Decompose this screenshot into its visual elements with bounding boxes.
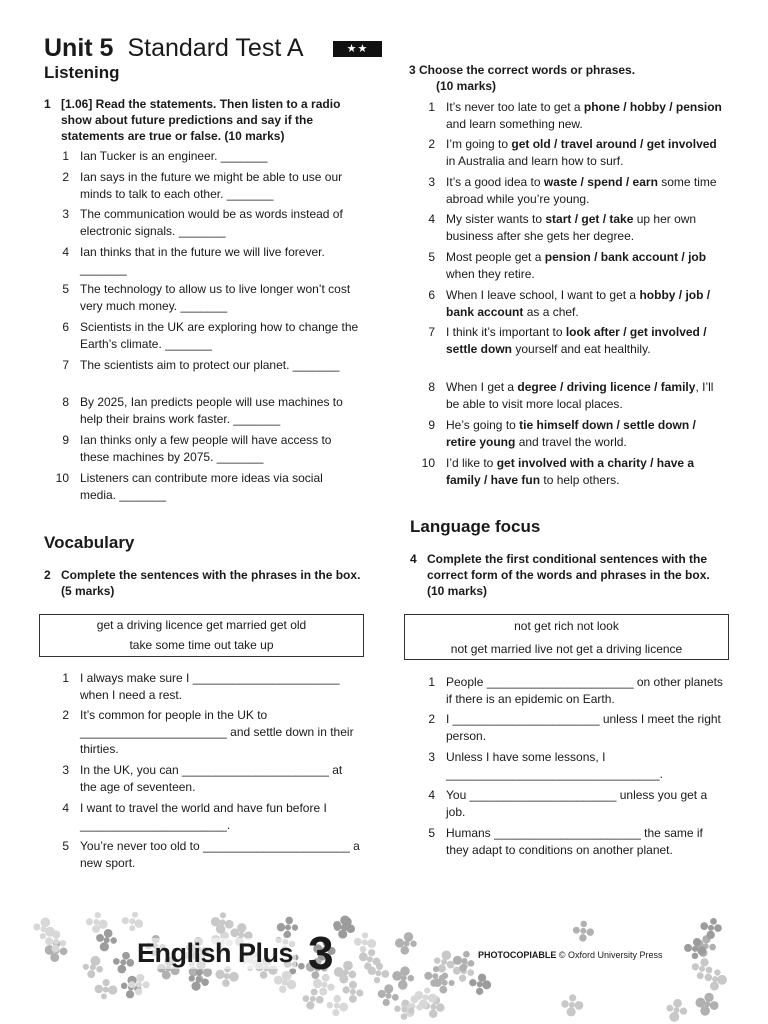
page-title bbox=[44, 34, 304, 63]
item-text bbox=[446, 249, 728, 283]
sentence-fragment: When I get a bbox=[446, 380, 518, 394]
footer-pattern bbox=[0, 912, 768, 1024]
sentence-fragment: Most people get a bbox=[446, 250, 545, 264]
word-box bbox=[39, 614, 364, 657]
instruction-number: 2 bbox=[44, 568, 51, 582]
instruction-number: 4 bbox=[410, 552, 417, 566]
list-item bbox=[428, 136, 728, 170]
item-number: 4 bbox=[428, 212, 435, 226]
list-item bbox=[428, 211, 728, 245]
word-box-line: get a driving licence get married get old bbox=[96, 618, 307, 632]
pattern-molecule bbox=[394, 999, 414, 1019]
sentence-fragment: some time abroad while you’re young. bbox=[446, 175, 717, 206]
item-number: 2 bbox=[428, 137, 435, 151]
instruction-text: Complete the sentences with the phrases in the box. (5 marks) bbox=[61, 568, 361, 598]
pattern-molecule bbox=[343, 981, 364, 1003]
pattern-molecule bbox=[86, 912, 108, 933]
choose-instruction bbox=[409, 62, 729, 94]
item-number: 1 bbox=[428, 100, 435, 114]
list-item: 2 I ______________________ unless I meet the right person. bbox=[428, 712, 721, 743]
sentence-fragment: , I’ll be able to visit more local places. bbox=[446, 380, 714, 411]
test-label: Standard Test A bbox=[127, 34, 304, 62]
list-item bbox=[428, 324, 728, 358]
language-heading: Language focus bbox=[410, 517, 541, 536]
sentence-fragment: as a chef. bbox=[523, 305, 579, 319]
list-item: 2 It’s common for people in the UK to ______________________ and settle down in their thirties. bbox=[62, 708, 354, 756]
item-text bbox=[446, 417, 728, 451]
pattern-molecule bbox=[334, 917, 355, 938]
pattern-molecule bbox=[215, 966, 238, 987]
list-item: 7 The scientists aim to protect our planet. _______ bbox=[62, 358, 340, 372]
pattern-molecule bbox=[327, 995, 349, 1016]
photocopiable-label: PHOTOCOPIABLE bbox=[478, 950, 557, 960]
instruction-text: Complete the first conditional sentences with the correct form of the words and phrases in the box. (10 marks) bbox=[427, 552, 710, 598]
list-item: 1 I always make sure I ______________________ when I need a rest. bbox=[62, 671, 340, 702]
pattern-molecule bbox=[33, 918, 55, 940]
word-box-line: not get rich not look bbox=[514, 619, 619, 633]
vocabulary-heading: Vocabulary bbox=[44, 533, 135, 552]
pattern-molecule bbox=[334, 961, 356, 984]
answer-options: get involved with a charity / have a family / have fun bbox=[446, 456, 695, 487]
list-item: 3 Unless I have some lessons, I ________________________________. bbox=[428, 750, 663, 781]
sentence-fragment: to help others. bbox=[540, 473, 620, 487]
list-item bbox=[428, 99, 728, 133]
answer-options: waste / spend / earn bbox=[543, 175, 658, 189]
item-text bbox=[446, 287, 728, 321]
item-number: 5 bbox=[428, 250, 435, 264]
answer-options: hobby / job / bank account bbox=[446, 288, 711, 319]
pattern-molecule bbox=[96, 929, 117, 951]
item-text bbox=[446, 99, 728, 133]
instruction-text: [1.06] Read the statements. Then listen to a radio show about future predictions and say if the statements are true or false. (10 marks) bbox=[61, 97, 341, 143]
language-instruction bbox=[410, 551, 730, 599]
word-box bbox=[404, 614, 729, 660]
list-item bbox=[428, 287, 728, 321]
list-item: 8 By 2025, Ian predicts people will use machines to help their brains work faster. _______ bbox=[62, 395, 343, 426]
list-item bbox=[428, 379, 728, 413]
item-number: 8 bbox=[428, 380, 435, 394]
instruction-text: 3 Choose the correct words or phrases. bbox=[409, 63, 636, 77]
copyright-line bbox=[476, 950, 665, 960]
list-item: 3 In the UK, you can ______________________ at the age of seventeen. bbox=[62, 763, 343, 794]
list-item: 4 Ian thinks that in the future we will live forever. _______ bbox=[62, 245, 325, 276]
item-number: 7 bbox=[428, 325, 435, 339]
sentence-fragment: I think it’s important to bbox=[446, 325, 566, 339]
item-number: 3 bbox=[428, 175, 435, 189]
pattern-molecule bbox=[122, 912, 143, 931]
list-item bbox=[421, 455, 728, 489]
pattern-molecule bbox=[211, 912, 234, 934]
sentence-fragment: He’s going to bbox=[446, 418, 520, 432]
listening-heading: Listening bbox=[44, 63, 120, 82]
answer-options: degree / driving licence / family bbox=[517, 380, 696, 394]
pattern-molecule bbox=[561, 994, 583, 1016]
sentence-fragment: and travel the world. bbox=[515, 435, 627, 449]
pattern-molecule bbox=[378, 984, 399, 1006]
pattern-molecule bbox=[392, 966, 414, 989]
vocabulary-instruction bbox=[44, 567, 364, 599]
list-item: 1 Ian Tucker is an engineer. _______ bbox=[62, 149, 268, 163]
pattern-molecule bbox=[395, 932, 417, 955]
list-item bbox=[428, 174, 728, 208]
publisher-label: © Oxford University Press bbox=[558, 950, 663, 960]
answer-options: phone / hobby / pension bbox=[583, 100, 722, 114]
logo-text: English Plus bbox=[134, 938, 296, 969]
pattern-molecule bbox=[469, 974, 491, 995]
word-box-line: take some time out take up bbox=[129, 638, 274, 652]
item-text bbox=[446, 211, 728, 245]
word-box-line: not get married live not get a driving licence bbox=[450, 642, 683, 656]
difficulty-stars: ★★ bbox=[333, 41, 382, 57]
list-item: 9 Ian thinks only a few people will have access to these machines by 2075. _______ bbox=[62, 433, 332, 464]
list-item: 5 Humans ______________________ the same if they adapt to conditions on another planet. bbox=[428, 826, 703, 857]
list-item: 3 The communication would be as words instead of electronic signals. _______ bbox=[62, 207, 343, 238]
answer-options: tie himself down / settle down / retire young bbox=[446, 418, 696, 449]
answer-options: look after / get involved / settle down bbox=[446, 325, 707, 356]
list-item bbox=[428, 417, 728, 451]
list-item: 6 Scientists in the UK are exploring how to change the Earth’s climate. _______ bbox=[62, 320, 359, 351]
sentence-fragment: up her own business after she gets her degree. bbox=[446, 212, 697, 243]
list-item bbox=[428, 249, 728, 283]
list-item: 2 Ian says in the future we might be able to use our minds to talk to each other. _______ bbox=[62, 170, 343, 201]
sentence-fragment: It’s a good idea to bbox=[446, 175, 544, 189]
pattern-molecule bbox=[695, 993, 718, 1016]
sentence-fragment: I’d like to bbox=[446, 456, 497, 470]
sentence-fragment: My sister wants to bbox=[446, 212, 546, 226]
pattern-molecule bbox=[95, 979, 118, 999]
sentence-fragment: in Australia and learn how to surf. bbox=[446, 154, 624, 168]
pattern-molecule bbox=[277, 917, 298, 938]
sentence-fragment: and learn something new. bbox=[446, 117, 583, 131]
item-number: 9 bbox=[428, 418, 435, 432]
unit-label: Unit 5 bbox=[44, 34, 114, 62]
item-text bbox=[446, 455, 728, 489]
sentence-fragment: When I leave school, I want to get a bbox=[446, 288, 640, 302]
list-item: 5 You’re never too old to ______________________ a new sport. bbox=[62, 839, 360, 870]
item-text bbox=[446, 379, 728, 413]
instruction-marks: (10 marks) bbox=[436, 79, 497, 93]
sentence-fragment: It’s never too late to get a bbox=[446, 100, 584, 114]
list-item: 4 You ______________________ unless you get a job. bbox=[428, 788, 708, 819]
item-text bbox=[446, 174, 728, 208]
list-item: 1 People ______________________ on other planets if there is an epidemic on Earth. bbox=[428, 675, 723, 706]
list-item: 4 I want to travel the world and have fun before I ______________________. bbox=[62, 801, 327, 832]
answer-options: pension / bank account / job bbox=[544, 250, 707, 264]
list-item: 10 Listeners can contribute more ideas via social media. _______ bbox=[55, 471, 323, 502]
sentence-fragment: when they retire. bbox=[446, 267, 535, 281]
listening-instruction bbox=[44, 96, 364, 144]
pattern-molecule bbox=[573, 921, 594, 942]
sentence-fragment: yourself and eat healthily. bbox=[512, 342, 651, 356]
answer-options: get old / travel around / get involved bbox=[511, 137, 717, 151]
instruction-number: 1 bbox=[44, 97, 51, 111]
item-number: 10 bbox=[421, 456, 435, 470]
answer-options: start / get / take bbox=[545, 212, 634, 226]
item-text bbox=[446, 136, 728, 170]
item-text bbox=[446, 324, 728, 358]
level-number: 3 bbox=[308, 927, 334, 979]
pattern-molecule bbox=[113, 952, 134, 974]
pattern-molecule bbox=[83, 956, 103, 978]
pattern-molecule bbox=[700, 918, 721, 939]
pattern-molecule bbox=[666, 999, 687, 1022]
footer-band bbox=[0, 912, 768, 1024]
list-item: 5 The technology to allow us to live longer won’t cost very much money. _______ bbox=[62, 282, 351, 313]
item-number: 6 bbox=[428, 288, 435, 302]
sentence-fragment: I’m going to bbox=[446, 137, 512, 151]
